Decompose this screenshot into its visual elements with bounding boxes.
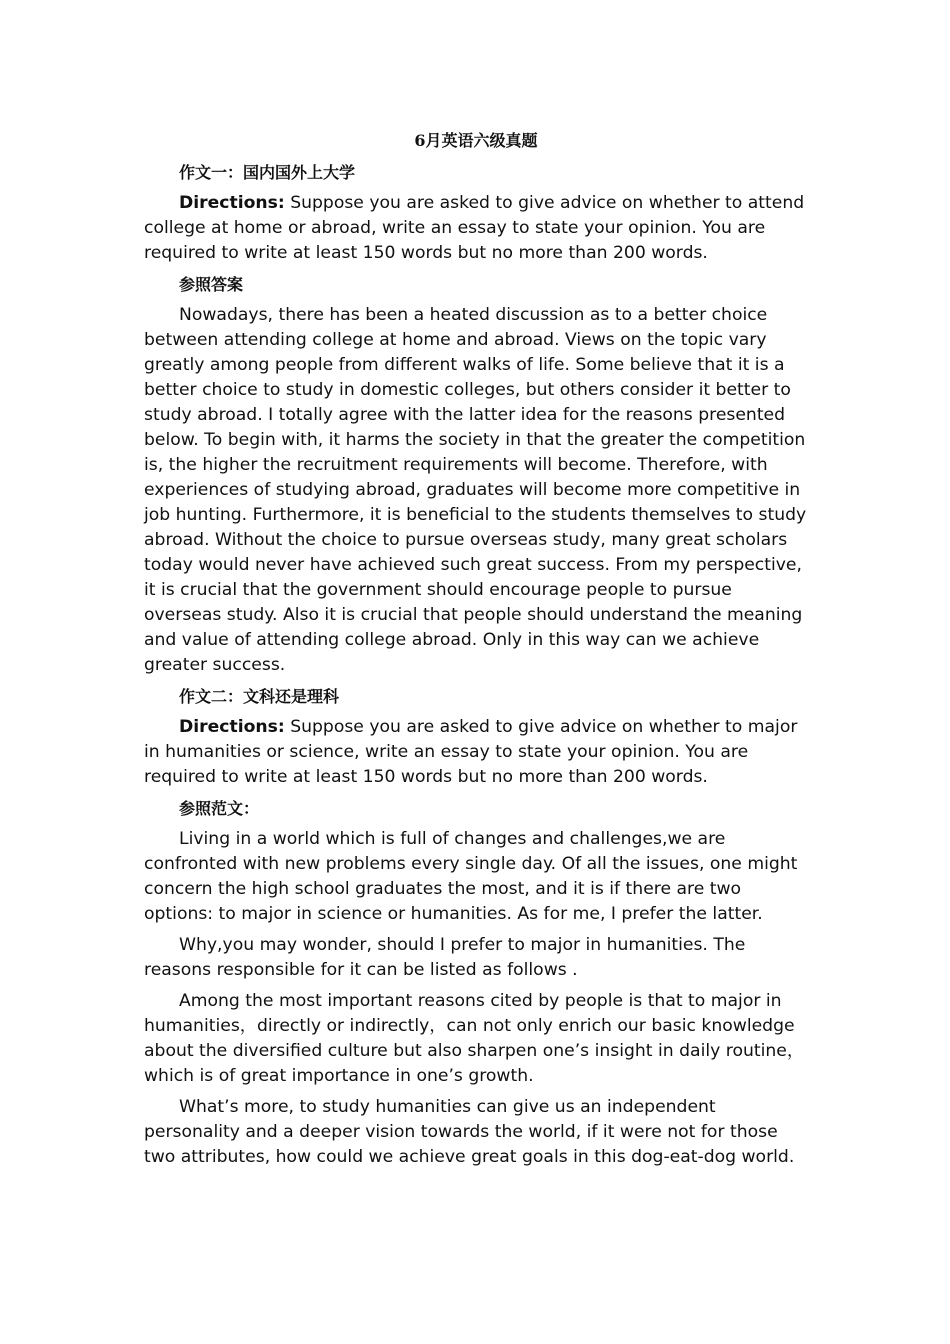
essay-2-paragraph: Living in a world which is full of changes and challenges,we are confronted with new problems every single day. Of all the issues, one might concern the high school graduates the most, and it is if there are two options: to major in science or humanities. As for me, I prefer the latter.: [144, 829, 798, 924]
directions-label: Directions:: [179, 193, 285, 213]
essay-1-heading: 作文一：国内国外上大学: [179, 163, 356, 182]
essay-2-sample-heading: 参照范文：: [179, 799, 260, 818]
directions-label: Directions:: [179, 717, 285, 737]
directions-text: Suppose you are asked to give advice on whether to attend college at home or abroad, write an essay to state your opinion. You are required to write at least 150 words but no more than 200 words.: [144, 193, 805, 263]
document-page: [144, 128, 808, 1176]
essay-1-answer-heading: 参照答案: [179, 275, 244, 294]
directions-text: Suppose you are asked to give advice on whether to major in humanities or science, write an essay to state your opinion. You are required to write at least 150 words but no more than 200 words.: [144, 717, 798, 787]
essay-2-paragraph: Why,you may wonder, should I prefer to major in humanities. The reasons responsible for it can be listed as follows .: [144, 935, 746, 980]
essay-1-directions: [144, 191, 808, 266]
essay-2-heading: 作文二：文科还是理科: [179, 687, 340, 706]
essay-1-answer: Nowadays, there has been a heated discussion as to a better choice between attending college at home and abroad. Views on the topic vary greatly among people from different walks of life. Some believe that it is a better choice to study in domestic colleges, but others consider it better to study abroad. I totally agree with the latter idea for the reasons presented below. To begin with, it harms the society in that the greater the competition is, the higher the recruitment requirements will become. Therefore, with experiences of studying abroad, graduates will become more competitive in job hunting. Furthermore, it is beneficial to the students themselves to study abroad. Without the choice to pursue overseas study, many great scholars today would never have achieved such great success. From my perspective, it is crucial that the government should encourage people to pursue overseas study. Also it is crucial that people should understand the meaning and value of attending college abroad. Only in this way can we achieve greater success.: [144, 305, 807, 675]
essay-2-paragraph: What’s more, to study humanities can give us an independent personality and a deeper vision towards the world, if it were not for those two attributes, how could we achieve great goals in this dog-eat-dog world.: [144, 1097, 795, 1167]
essay-2-directions: [144, 715, 808, 790]
essay-2-paragraph: Among the most important reasons cited by people is that to major in humanities，directly or indirectly，can not only enrich our basic knowledge about the diversified culture but also sharpen one’s insight in daily routine，which is of great importance in one’s growth.: [144, 991, 805, 1086]
page-title: 6月英语六级真题: [414, 131, 538, 150]
